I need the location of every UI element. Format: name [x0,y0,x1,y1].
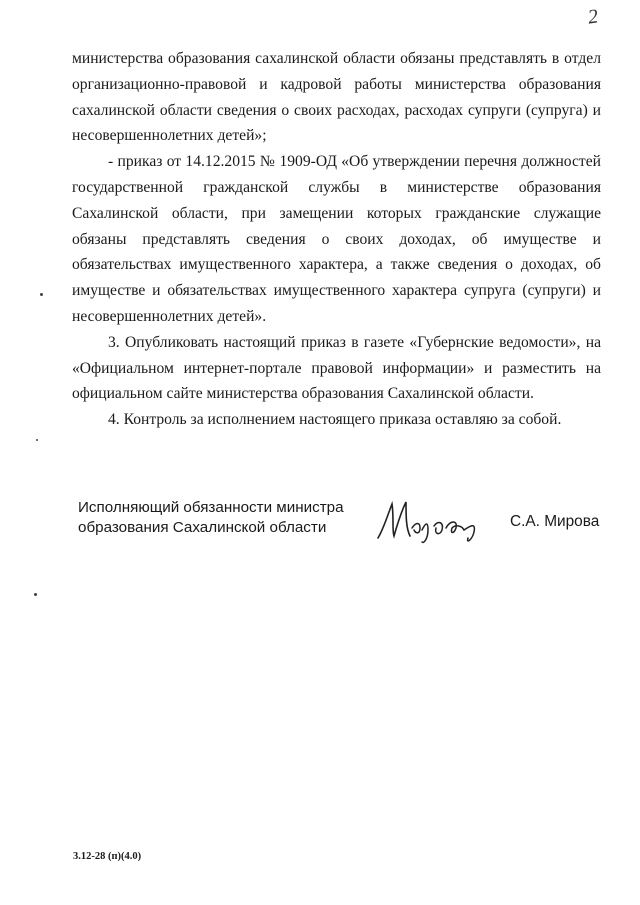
document-code: 3.12-28 (п)(4.0) [73,851,142,862]
paragraph-item-3: 3. Опубликовать настоящий приказ в газете «Губернские ведомости», на «Официальном интернет-портале правовой информации» и разместить на официальном сайте министерства образования Сахалинской области. [72,333,601,403]
paragraph-item-4: 4. Контроль за исполнением настоящего приказа оставляю за собой. [108,411,562,429]
document-body [72,46,601,433]
signatory-name: С.А. Мирова [510,513,600,530]
signatory-position-line2: образования Сахалинской области [78,519,327,536]
paragraph-order-reference: - приказ от 14.12.2015 № 1909-ОД «Об утверждении перечня должностей государственной гражданской службы в министерстве образования Сахалинской области, при замещении которых гражданские служащие обязаны представлять сведения о своих доходах, об имуществе и обязательствах имущественного характера, а также сведения о доходах, об имуществе и обязательствах имущественного характера супруга (супруги) и несовершеннолетних детей». [72,153,601,325]
handwritten-signature [372,492,484,550]
signatory-position [78,498,344,538]
page-number: 2 [586,5,600,29]
scan-speck [36,439,38,441]
signatory-position-line1: Исполняющий обязанности министра [78,499,344,516]
scan-speck [34,593,37,596]
scan-speck [40,293,43,296]
paragraph-continuation: министерства образования сахалинской области обязаны представлять в отдел организационно-правовой и кадровой работы министерства образования сахалинской области сведения о своих расходах, расходах супруги (супруга) и несовершеннолетних детей»; [72,50,601,145]
